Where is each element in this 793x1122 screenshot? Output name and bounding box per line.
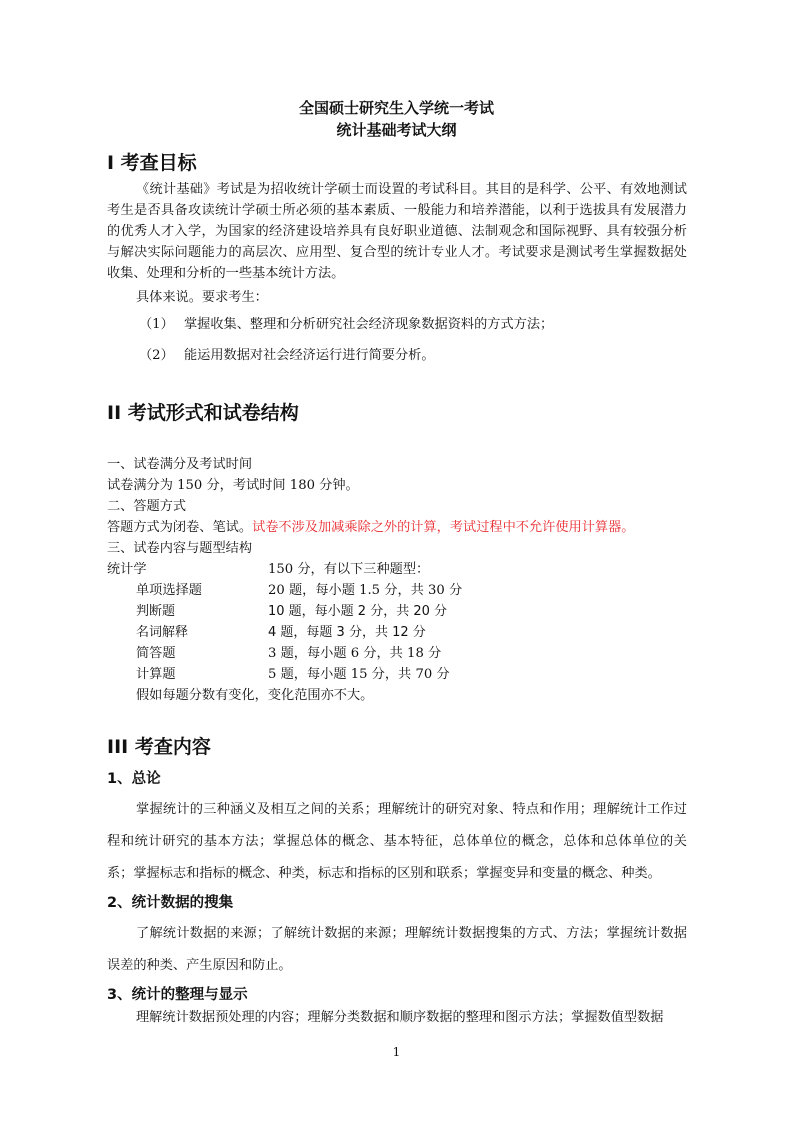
question-type-name: 计算题 — [136, 667, 176, 682]
section-2-heading: II 考试形式和试卷结构 — [107, 402, 299, 424]
question-type-desc: 3 题，每小题 6 分，共 18 分 — [268, 646, 442, 661]
sub2-text — [107, 516, 635, 535]
requirement-2-text: 能运用数据对社会经济运行进行简要分析。 — [184, 348, 435, 363]
section-1-paragraph: 《统计基础》考试是为招收统计学硕士而设置的考试科目。其目的是科学、公平、有效地测试考生是否具备攻读统计学硕士所必须的基本素质、一般能力和培养潜能，以利于选拔具有发展潜力的优秀人才入学，为国家的经济建设培养具有良好职业道德、法制观念和国际视野、具有较强分析与解决实际问题能力的高层次、应用型、复合型的统计专业人才。考试要求是测试考生掌握数据处收集、处理和分析的一些基本统计方法。 — [107, 182, 687, 281]
score-note: 假如每题分数有变化，变化范围亦不大。 — [136, 688, 374, 703]
sub2-title: 二、答题方式 — [107, 499, 187, 514]
sub1-text: 试卷满分为 150 分，考试时间 180 分钟。 — [107, 478, 359, 493]
sub2-text-prefix: 答题方式为闭卷、笔试。 — [107, 520, 253, 535]
question-type-desc: 20 题，每小题 1.5 分，共 30 分 — [268, 583, 463, 598]
question-type-desc: 4 题，每题 3 分，共 12 分 — [268, 625, 426, 640]
question-type-name: 单项选择题 — [136, 583, 202, 598]
requirement-1-text: 掌握收集、整理和分析研究社会经济现象数据资料的方式方法； — [184, 317, 554, 332]
section-1-heading: I 考查目标 — [107, 152, 197, 174]
topic-title: 1、总论 — [107, 771, 161, 787]
sub1-title: 一、试卷满分及考试时间 — [107, 457, 253, 472]
section-3-heading: III 考查内容 — [107, 736, 211, 758]
page-number: 1 — [392, 1045, 401, 1059]
topic-text: 了解统计数据的来源；了解统计数据的来源；理解统计数据搜集的方式、方法；掌握统计数据误差的种类、产生原因和防止。 — [107, 926, 687, 973]
requirement-1-num: （1） — [139, 317, 174, 332]
topic-title: 2、统计数据的搜集 — [107, 895, 234, 911]
title-line-1: 全国硕士研究生入学统一考试 — [298, 99, 494, 117]
topic-text: 理解统计数据预处理的内容；理解分类数据和顺序数据的整理和图示方法；掌握数值型数据 — [136, 1010, 664, 1025]
question-type-desc: 10 题，每小题 2 分，共 20 分 — [268, 604, 448, 619]
question-type-name: 简答题 — [136, 646, 176, 661]
question-type-name: 名词解释 — [136, 625, 189, 640]
sub3-title: 三、试卷内容与题型结构 — [107, 541, 253, 556]
question-type-desc: 5 题，每小题 15 分，共 70 分 — [268, 667, 450, 682]
subject-label: 统计学 — [107, 562, 147, 577]
calculator-warning: 试卷不涉及加减乘除之外的计算，考试过程中不允许使用计算器。 — [252, 520, 635, 535]
subject-desc: 150 分，有以下三种题型： — [268, 562, 430, 577]
requirements-intro: 具体来说。要求考生： — [136, 290, 268, 305]
topic-text: 掌握统计的三种涵义及相互之间的关系；理解统计的研究对象、特点和作用；理解统计工作过程和统计研究的基本方法；掌握总体的概念、基本特征，总体单位的概念，总体和总体单位的关系；掌握标志和指标的概念、种类，标志和指标的区别和联系；掌握变异和变量的概念、种类。 — [107, 802, 687, 881]
question-type-name: 判断题 — [136, 604, 176, 619]
topic-title: 3、统计的整理与显示 — [107, 987, 248, 1003]
requirement-2-num: （2） — [139, 348, 174, 363]
title-line-2: 统计基础考试大纲 — [336, 121, 457, 139]
